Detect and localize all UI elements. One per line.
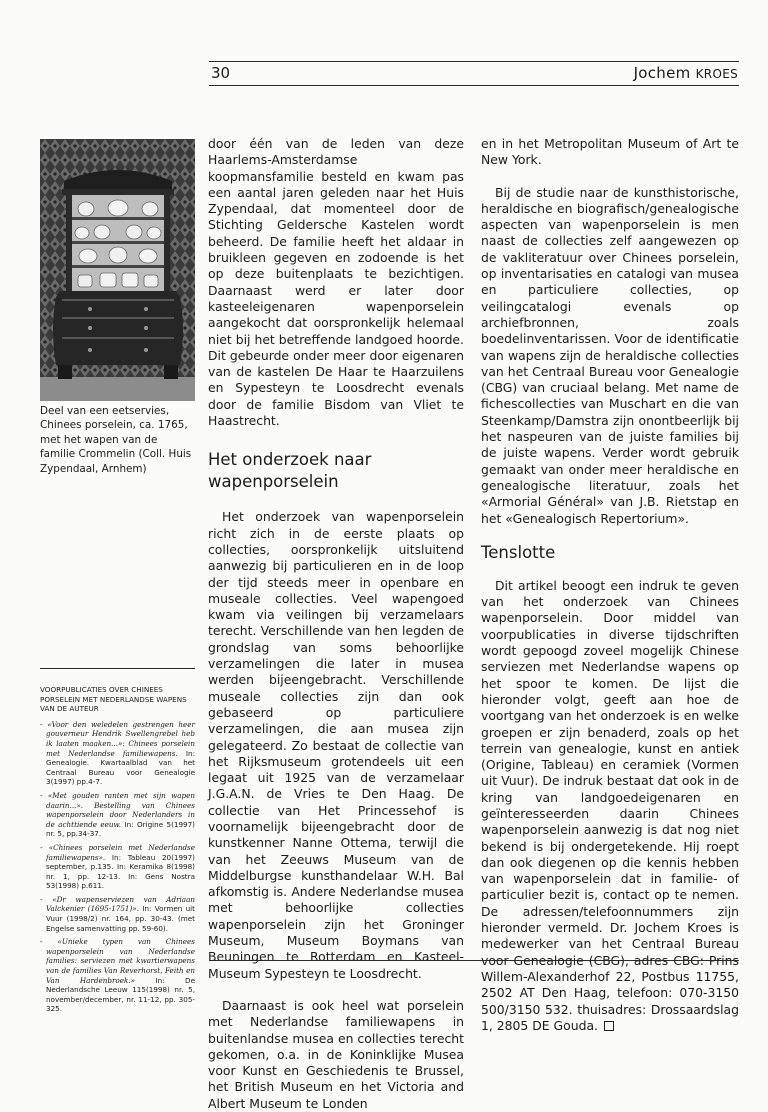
body-paragraph: en in het Metropolitan Museum of Art te New York. — [481, 136, 739, 168]
body-paragraph: Daarnaast is ook heel wat porselein met Nederlandse familiewapens in buitenlandse musea en collecties terecht gekomen, o.a. in de Koninklijke Musea voor Kunst en Geschiedenis te Brussel, het British Museum en het Victoria and Albert Museum te Londen — [208, 997, 464, 1111]
porcelain-dresser-photo — [40, 139, 195, 401]
prepublications-list — [40, 685, 195, 1018]
body-paragraph — [481, 578, 739, 1034]
prepublication-source: In: Origine 5(1997) nr. 5, pp.34-37. — [46, 819, 195, 839]
article-column-middle — [208, 136, 464, 1112]
page-number: 30 — [211, 64, 231, 82]
prepublication-title: «Voor den weledelen gestrengen heer gouverneur Hendrik Swellengrebel heb ik laaten maaken...»: Chinees porselein met Nederlandse familiewapens. — [46, 719, 195, 758]
prepublication-source: In: Genealogie. Kwartaalblad van het Centraal Bureau voor Genealogie 3(1997) pp.4-7. — [46, 748, 195, 787]
bottom-rule — [209, 960, 739, 961]
running-head — [634, 64, 738, 82]
prepublication-title: «Dr wapenserviezen van Adriaan Valckenier (1695-1751)». — [46, 894, 195, 914]
prepublication-source: In: Tableau 20(1997) september, p.135. In: Keramika 8(1998) nr. 1, pp. 12-13. In: Gens Nostra 53(1998) p.611. — [46, 852, 195, 891]
article-column-right — [481, 136, 739, 1034]
prepublication-source: In: Vormen uit Vuur (1998/2) nr. 164, pp. 30-43. (met Engelse samenvatting pp. 59-60). — [46, 904, 195, 933]
top-rule — [209, 61, 739, 62]
prepublication-title: «Met gouden ranten met sijn wapen daarin...». Bestelling van Chinees wapenporselein door Nederlanders in de achttiende eeuw. — [46, 790, 195, 829]
prepublication-item: - «Voor den weledelen gestrengen heer gouverneur Hendrik Swellengrebel heb ik laaten maaken...»: Chinees porselein met Nederlandse familiewapens. In: Genealogie. Kwartaalblad van het Centraal Bureau voor Genealogie 3(1997) pp.4-7. — [40, 719, 195, 787]
prepublication-item: - «Met gouden ranten met sijn wapen daarin...». Bestelling van Chinees wapenporselein door Nederlanders in de achttiende eeuw. In: Origine 5(1997) nr. 5, pp.34-37. — [40, 790, 195, 839]
body-paragraph: Het onderzoek van wapenporselein richt zich in de eerste plaats op collecties, oorspronkelijk uitsluitend aanwezig bij particulieren en in de loop der tijd steeds meer in openbare en museale collecties. Veel wapengoed kwam via veilingen bij verzamelaars terecht. Verschillende van hen legden de grondslag van soms behoorlijke verzamelingen die later in musea werden bijeengebracht. Verschillende museale collecties zijn dan ook gebaseerd op particuliere verzamelingen, die aan musea zijn gelegateerd. Zo bestaat de collectie van het Rijksmuseum grotendeels uit een legaat uit 1925 van de verzamelaar J.G.A.N. de Vries te Den Haag. De collectie van Het Princessehof is voornamelijk bijeengebracht door de kunstkenner Nanne Ottema, terwijl die van het Zeeuws Museum van de Middelburgse kunsthandelaar W.H. Bal afkomstig is. Andere Nederlandse musea met behoorlijke collecties wapenporselein zijn het Groninger Museum, Museum Boymans van Beuningen te Rotterdam en Kasteel-Museum Sypesteyn te Loosdrecht. — [208, 509, 464, 981]
prepublication-title: «Unieke typen van Chinees wapenporselein van Nederlandse families: serviezen met kwartierwapens van de families Van Reverhorst, Feith en Van Hardenbroek.» — [46, 937, 195, 985]
prepublication-item: - «Chinees porselein met Nederlandse familiewapens». In: Tableau 20(1997) september, p.135. In: Keramika 8(1998) nr. 1, pp. 12-13. In: Gens Nostra 53(1998) p.611. — [40, 842, 195, 891]
photo-caption: Deel van een eetservies, Chinees porselein, ca. 1765, met het wapen van de familie Crommelin (Coll. Huis Zypendaal, Arnhem) — [40, 405, 192, 475]
section-heading-research: Het onderzoek naar wapenporselein — [208, 450, 372, 492]
body-paragraph: Bij de studie naar de kunsthistorische, heraldische en biografisch/genealogische aspecten van wapenporselein is men naast de collecties zelf aangewezen op de vakliteratuur over Chinees porselein, op inventarisaties en catalogi van musea en particuliere collecties, op veilingcatalogi evenals op archiefbronnen, zoals boedelinventarissen. Voor de identificatie van wapens zijn de heraldische collecties van het Centraal Bureau voor Genealogie (CBG) van cruciaal belang. Met name de fichescollecties van Muschart en die van Steenkamp/Damstra zijn onontbeerlijk bij het naspeuren van de juiste families bij de juiste wapens. Verder wordt gebruik gemaakt van onder meer heraldische en genealogische literatuur, zoals het «Armorial Général» van J.B. Rietstap en het «Genealogisch Repertorium». — [481, 184, 739, 526]
prepublication-source: In: De Nederlandsche Leeuw 115(1998) nr. 5, november/december, nr. 11-12, pp. 305-325. — [46, 975, 195, 1014]
author-last-name: KROES — [695, 67, 738, 81]
sidebar-rule — [40, 668, 195, 669]
prepublication-title: «Chinees porselein met Nederlandse familiewapens». — [46, 842, 195, 862]
header-rule — [209, 85, 739, 86]
conclusion-text: Dit artikel beoogt een indruk te geven van het onderzoek van Chinees wapenporselein. Door middel van voorpublicaties in diverse tijdschriften wordt gepoogd zoveel mogelijk Chinese serviezen met Nederlandse wapens op het spoor te komen. De lijst die hieronder volgt, geeft aan hoe de voortgang van het onderzoek is en welke groepen er zijn benaderd, zoals op het terrein van genealogie, kunst en antiek (Origine, Tableau) en ceramiek (Vormen uit Vuur). De indruk bestaat dat ook in de kring van landgoedeigenaren en geïnteresseerden daarin Chinees wapenporselein aanwezig is dat nog niet bekend is bij ondergetekende. Hij roept dan ook diegenen op die kennis hebben van wapenporselein dat in familie- of particulier bezit is, contact op te nemen. De adressen/telefoonnummers zijn hieronder vermeld. — [481, 577, 739, 936]
author-first-name: Jochem — [633, 64, 691, 82]
dresser-with-porcelain-photo — [40, 139, 195, 401]
section-heading-conclusion: Tenslotte — [481, 542, 556, 562]
end-of-article-icon — [604, 1021, 614, 1031]
prepublication-item: - «Dr wapenserviezen van Adriaan Valckenier (1695-1751)». In: Vormen uit Vuur (1998/2) nr. 164, pp. 30-43. (met Engelse samenvatting pp. 59-60). — [40, 894, 195, 933]
body-paragraph: door één van de leden van deze Haarlems-Amsterdamse koopmansfamilie besteld en kwam pas een aantal jaren geleden naar het Huis Zypendaal, dat momenteel door de Stichting Geldersche Kastelen wordt beheerd. De familie heeft het aldaar in bruikleen gegeven en zodoende is het op deze buitenplaats te bezichtigen. Daarnaast werd er later door kasteeleigenaren wapenporselein aangekocht dat oorspronkelijk helemaal niet bij het betreffende landgoed hoorde. Dit gebeurde onder meer door eigenaren van de kastelen De Haar te Haarzuilens en Sypesteyn te Loosdrecht evenals door de familie Bisdom van Vliet te Haastrecht. — [208, 136, 464, 429]
author-bio: Dr. Jochem Kroes is medewerker van het Centraal Bureau voor Genealogie (CBG), adres CBG: Prins Willem-Alexanderhof 22, Postbus 11755, 2502 AT Den Haag, telefoon: 070-3150 500/3150 532. thuisadres: Drossaardslag 1, 2805 DE Gouda. — [481, 920, 739, 1033]
prepublication-item: - «Unieke typen van Chinees wapenporselein van Nederlandse families: serviezen met kwartierwapens van de families Van Reverhorst, Feith en Van Hardenbroek.» In: De Nederlandsche Leeuw 115(1998) nr. 5, november/december, nr. 11-12, pp. 305-325. — [40, 937, 195, 1014]
prepublications-heading: VOORPUBLICATIES OVER CHINEES PORSELEIN MET NEDERLANDSE WAPENS VAN DE AUTEUR — [40, 685, 187, 714]
